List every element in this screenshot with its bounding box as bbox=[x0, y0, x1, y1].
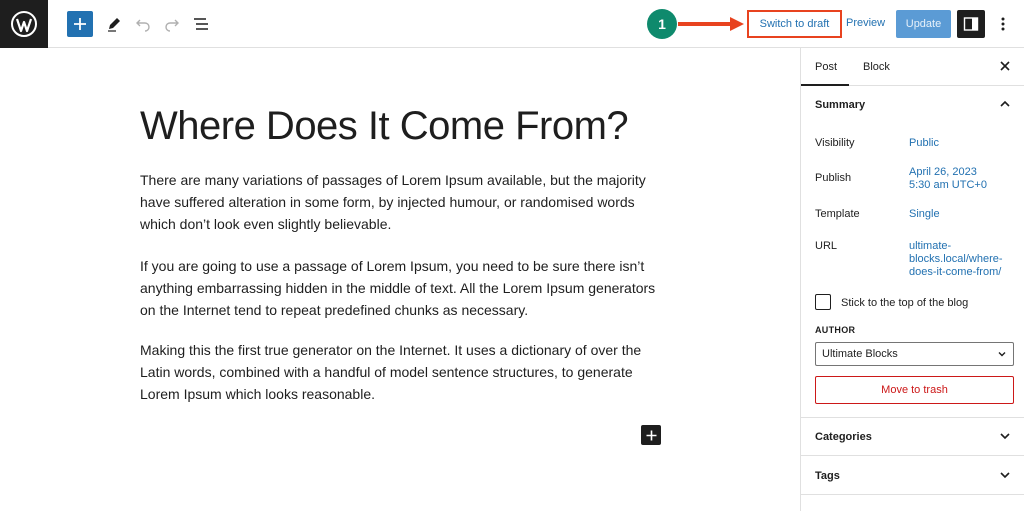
tags-heading: Tags bbox=[815, 470, 840, 482]
url-line: does-it-come-from/ bbox=[909, 266, 1002, 278]
template-label: Template bbox=[815, 208, 860, 220]
author-value: Ultimate Blocks bbox=[822, 348, 898, 360]
author-label: AUTHOR bbox=[815, 325, 856, 335]
sidebar-icon bbox=[963, 16, 979, 32]
tools-button[interactable] bbox=[102, 12, 126, 36]
publish-time: 5:30 am UTC+0 bbox=[909, 179, 987, 191]
url-label: URL bbox=[815, 240, 838, 252]
arrow-right-icon bbox=[678, 16, 746, 32]
switch-to-draft-button[interactable]: Switch to draft bbox=[747, 10, 842, 38]
settings-sidebar bbox=[800, 48, 1024, 511]
inline-add-block-button[interactable] bbox=[641, 425, 661, 445]
sticky-label: Stick to the top of the blog bbox=[841, 297, 969, 309]
chevron-down-icon bbox=[999, 430, 1011, 442]
plus-icon bbox=[73, 17, 87, 31]
settings-toggle-button[interactable] bbox=[957, 10, 985, 38]
url-line: blocks.local/where- bbox=[909, 253, 1003, 265]
publish-value[interactable] bbox=[909, 166, 987, 192]
editor-canvas bbox=[0, 48, 800, 511]
chevron-down-icon bbox=[999, 469, 1011, 481]
add-block-button[interactable] bbox=[67, 11, 93, 37]
paragraph-block[interactable]: There are many variations of passages of Lorem Ipsum available, but the majority have suffered alteration in some form, by injected humour, or randomised words which don’t look even slightly believable. bbox=[140, 172, 646, 232]
step-badge: 1 bbox=[647, 9, 677, 39]
preview-button[interactable]: Preview bbox=[846, 17, 886, 29]
options-menu-button[interactable] bbox=[995, 12, 1011, 36]
url-line: ultimate- bbox=[909, 240, 952, 252]
chevron-down-icon bbox=[997, 349, 1007, 359]
tab-post[interactable]: Post bbox=[815, 61, 838, 73]
list-view-icon bbox=[192, 16, 210, 32]
undo-button[interactable] bbox=[131, 12, 155, 36]
pencil-icon bbox=[106, 16, 122, 32]
template-value[interactable]: Single bbox=[909, 208, 940, 220]
sidebar-tabs bbox=[801, 48, 1024, 86]
paragraph-block[interactable]: If you are going to use a passage of Lorem Ipsum, you need to be sure there isn’t anything embarrassing hidden in the middle of text. All the Lorem Ipsum generators on the Internet tend to repeat predefined chunks as necessary. bbox=[140, 258, 656, 318]
url-value[interactable] bbox=[909, 240, 1003, 279]
editor-toolbar bbox=[0, 0, 1024, 48]
visibility-value[interactable]: Public bbox=[909, 137, 939, 149]
move-to-trash-button[interactable]: Move to trash bbox=[815, 376, 1014, 404]
chevron-up-icon bbox=[999, 98, 1011, 110]
summary-heading: Summary bbox=[815, 99, 866, 111]
tags-panel-header[interactable] bbox=[801, 457, 1024, 495]
redo-button[interactable] bbox=[160, 12, 184, 36]
categories-heading: Categories bbox=[815, 431, 872, 443]
close-icon[interactable] bbox=[998, 59, 1012, 73]
publish-date: April 26, 2023 bbox=[909, 166, 977, 178]
more-vertical-icon bbox=[1001, 17, 1005, 31]
update-button[interactable]: Update bbox=[896, 10, 951, 38]
publish-label: Publish bbox=[815, 172, 852, 184]
plus-icon bbox=[646, 430, 657, 441]
summary-panel-header[interactable] bbox=[801, 86, 1024, 124]
wordpress-icon bbox=[10, 10, 38, 38]
categories-panel-header[interactable] bbox=[801, 418, 1024, 456]
document-overview-button[interactable] bbox=[189, 12, 213, 36]
visibility-label: Visibility bbox=[815, 137, 855, 149]
sticky-checkbox[interactable] bbox=[815, 294, 831, 310]
post-title[interactable]: Where Does It Come From? bbox=[140, 104, 629, 148]
wordpress-logo-button[interactable] bbox=[0, 0, 48, 48]
tab-block[interactable]: Block bbox=[863, 61, 890, 73]
author-select[interactable] bbox=[815, 342, 1014, 366]
redo-icon bbox=[164, 16, 180, 32]
paragraph-block[interactable]: Making this the first true generator on the Internet. It uses a dictionary of over the Latin words, combined with a handful of model sentence structures, to generate Lorem Ipsum which looks reasonable. bbox=[140, 342, 642, 402]
undo-icon bbox=[135, 16, 151, 32]
